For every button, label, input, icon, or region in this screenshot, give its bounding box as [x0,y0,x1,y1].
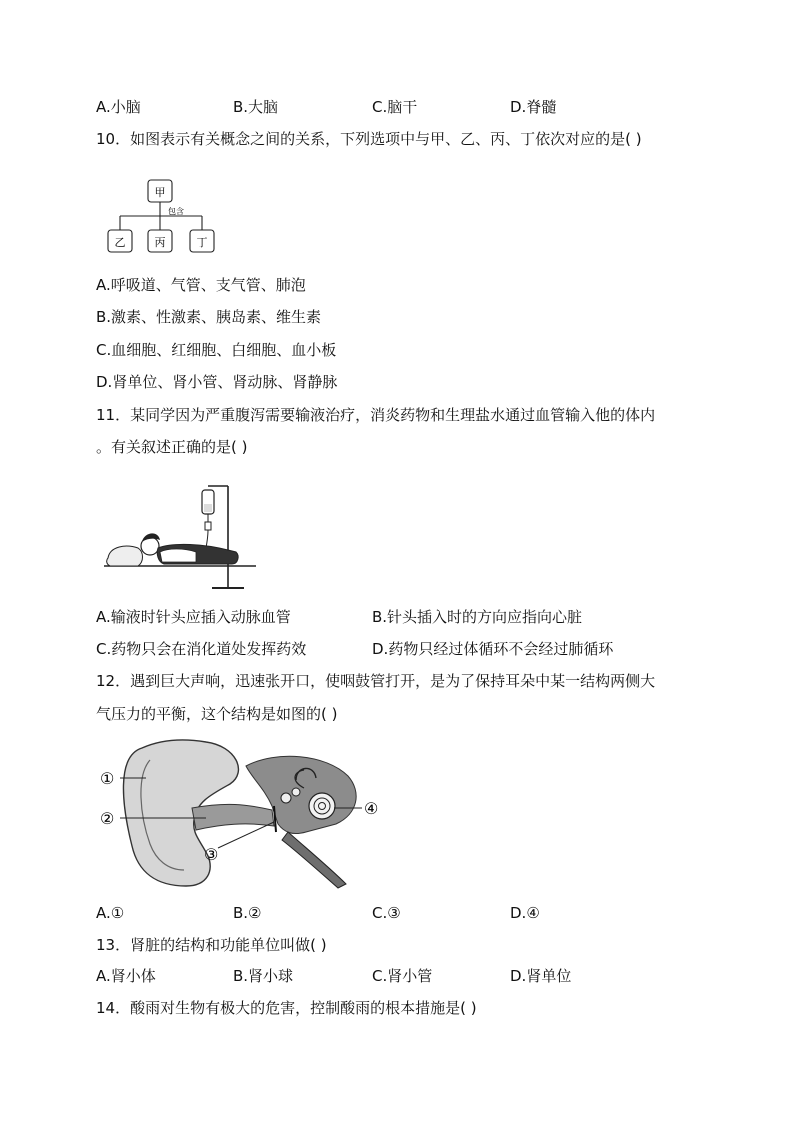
q10-concept-diagram [100,176,230,260]
diagram-node-top: 甲 [154,186,166,199]
q11-option-b: B.针头插入时的方向应指向心脏 [372,608,583,626]
diagram-node-child-3: 丁 [196,236,208,249]
q10-option-c: C.血细胞、红细胞、白细胞、血小板 [96,341,337,359]
q13-option-c: C.肾小管 [372,967,433,985]
q13-option-a: A.肾小体 [96,967,156,985]
q9-option-a: A.小脑 [96,98,141,116]
q9-option-c: C.脑干 [372,98,418,116]
q10-option-a: A.呼吸道、气管、支气管、肺泡 [96,276,306,294]
q11-option-d: D.药物只经过体循环不会经过肺循环 [372,640,614,658]
q11-iv-drip-illustration [104,478,264,596]
q9-option-d: D.脊髓 [510,98,557,116]
diagram-node-child-2: 丙 [154,236,166,249]
q12-ear-structure-diagram [96,736,392,890]
q12-option-c: C.③ [372,904,401,922]
ear-label-2: ② [100,809,115,828]
q9-option-b: B.大脑 [233,98,279,116]
q13-option-d: D.肾单位 [510,967,572,985]
diagram-edge-label: 包含 [168,207,184,216]
ear-label-4: ④ [364,799,379,818]
q12-stem-line-2: 气压力的平衡，这个结构是如图的( ) [96,705,338,723]
diagram-node-child-1: 乙 [114,236,126,249]
q11-stem-line-2: 。有关叙述正确的是( ) [96,438,248,456]
q11-option-a: A.输液时针头应插入动脉血管 [96,608,291,626]
q12-option-b: B.② [233,904,262,922]
q13-stem: 13．肾脏的结构和功能单位叫做( ) [96,936,327,954]
q10-stem: 10．如图表示有关概念之间的关系，下列选项中与甲、乙、丙、丁依次对应的是( ) [96,130,642,148]
q12-option-a: A.① [96,904,125,922]
ear-label-1: ① [100,769,115,788]
q10-option-d: D.肾单位、肾小管、肾动脉、肾静脉 [96,373,338,391]
q12-stem-line-1: 12．遇到巨大声响，迅速张开口，使咽鼓管打开，是为了保持耳朵中某一结构两侧大 [96,672,656,690]
q11-option-c: C.药物只会在消化道处发挥药效 [96,640,307,658]
ear-label-3: ③ [204,845,219,864]
q10-option-b: B.激素、性激素、胰岛素、维生素 [96,308,322,326]
q13-option-b: B.肾小球 [233,967,294,985]
q12-option-d: D.④ [510,904,540,922]
q11-stem-line-1: 11．某同学因为严重腹泻需要输液治疗，消炎药物和生理盐水通过血管输入他的体内 [96,406,656,424]
q14-stem: 14．酸雨对生物有极大的危害，控制酸雨的根本措施是( ) [96,999,477,1017]
